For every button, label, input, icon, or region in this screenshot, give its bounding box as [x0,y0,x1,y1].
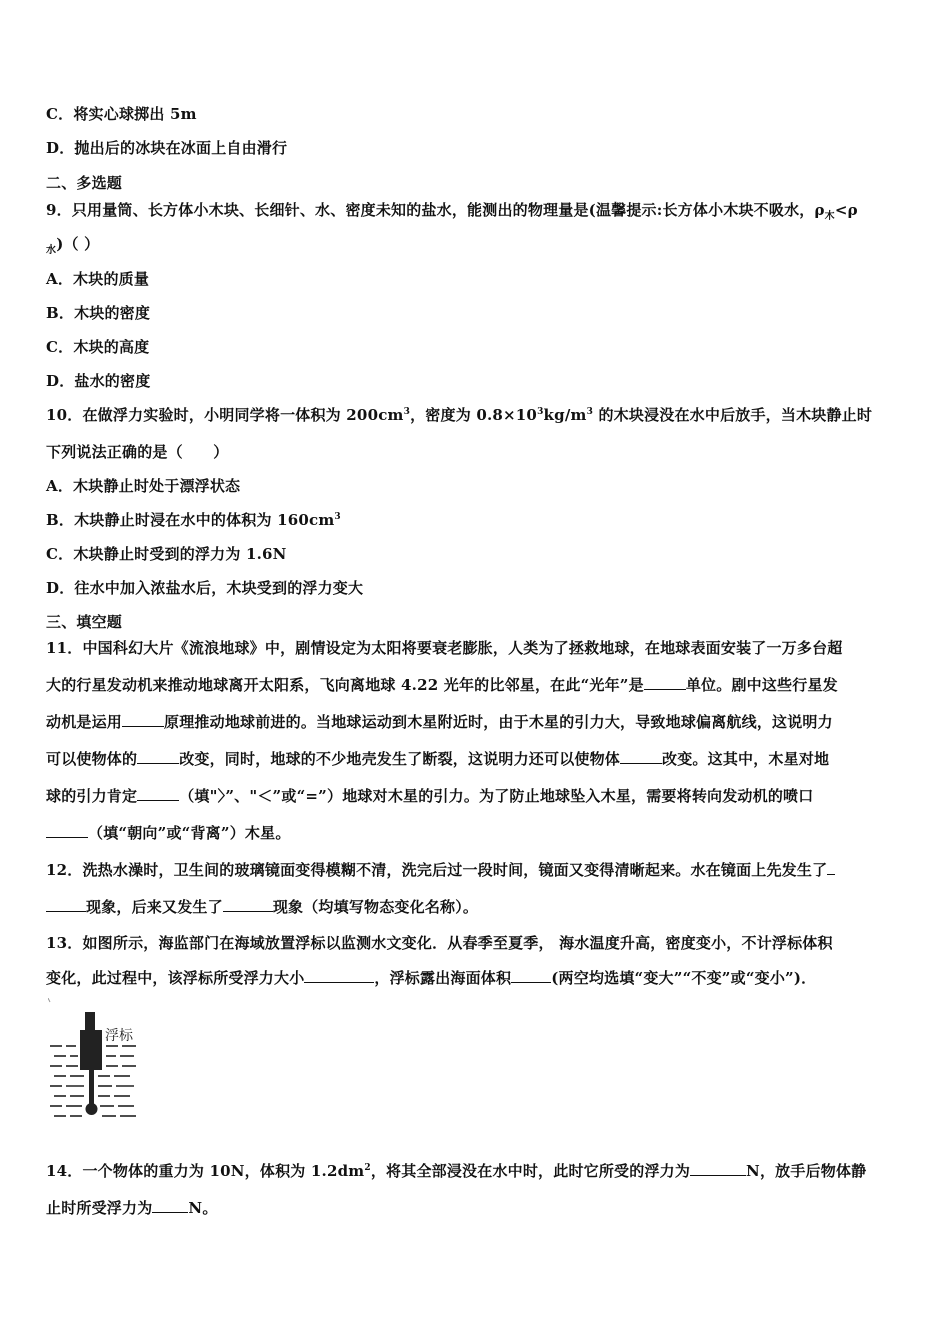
section-fill-blank-title: 三、填空题 [46,613,123,631]
q11-l2a: 大的行星发动机来推动地球离开太阳系，飞向离地球 4.22 光年的比邻星，在此“光年”是 [46,676,644,694]
answer-blank[interactable] [827,860,835,875]
q14-sup: 2 [364,1163,371,1173]
buoy-label: 浮标 [105,1028,133,1044]
answer-blank[interactable] [644,675,686,690]
q10-option-b-text: B．木块静止时浸在水中的体积为 160cm [46,511,335,529]
q12-line2 [46,896,478,917]
q9-stem [46,199,858,222]
q11-line6 [46,822,291,843]
q9-stem-text: 9．只用量筒、长方体小木块、长细针、水、密度未知的盐水，能测出的物理量是(温馨提示:长方体小木块不吸水，ρ [46,201,825,219]
buoy-figure [48,998,148,1128]
q13-line2 [46,967,816,988]
q11-line3 [46,711,833,732]
q9-lt: <ρ [834,201,858,219]
q11-l5a: 球的引力肯定 [46,787,138,805]
q13-l2a: 变化，此过程中，该浮标所受浮力大小 [46,969,305,987]
answer-blank[interactable] [137,786,179,801]
answer-blank[interactable] [137,749,179,764]
q10-stem [46,404,872,425]
buoy-top [85,1012,95,1030]
q14-l1b: ，将其全部浸没在水中时，此时它所受的浮力为 [370,1162,691,1180]
q11-l5b: （填"〉”、"＜”或“=”）地球对木星的引力。为了防止地球坠入木星，需要将转向发动机的喷口 [179,787,814,805]
q11-l4a: 可以使物体的 [46,750,138,768]
answer-blank[interactable] [620,749,662,764]
q9-paren: )（ ） [56,235,100,253]
q11-line2 [46,674,838,695]
q12-l2b: 现象（均填写物态变化名称）。 [272,898,479,916]
q10-p2: ，密度为 0.8×10 [410,406,538,424]
q10-option-d: D．往水中加入浓盐水后，木块受到的浮力变大 [46,579,364,597]
answer-blank[interactable] [46,823,88,838]
q9-option-d: D．盐水的密度 [46,372,151,390]
q13-l2c: (两空均选填“变大”“不变”或“变小”)． [551,969,817,987]
q10-p1: 10．在做浮力实验时，小明同学将一体积为 200cm [46,406,404,424]
q14-l1c: N，放手后物体静 [746,1162,867,1180]
q11-line5 [46,785,813,806]
buoy-weight [86,1103,98,1115]
q9-sub-water: 水 [46,245,57,256]
answer-blank[interactable] [511,968,551,983]
q9-stem-cont [46,233,99,256]
q10-p4: 的木块浸没在水中后放手，当木块静止时 [593,406,873,424]
answer-blank[interactable] [223,897,273,912]
q14-l2b: N。 [188,1199,218,1217]
q8-option-c: C．将实心球掷出 5m [46,105,197,123]
section-multi-choice-title: 二、多选题 [46,174,123,192]
q10-p3: kg/m [543,406,587,424]
answer-blank[interactable] [690,1161,746,1176]
q9-sub-wood: 木 [824,211,835,222]
q13-line1: 13．如图所示，海监部门在海域放置浮标以监测水文变化．从春季至夏季， 海水温度升高，密度变小，不计浮标体积 [46,934,833,952]
q9-option-b: B．木块的密度 [46,304,151,322]
q11-l6: （填“朝向”或“背离”）木星。 [88,824,291,842]
q11-l3b: 原理推动地球前进的。当地球运动到木星附近时，由于木星的引力大，导致地球偏离航线，这说明力 [164,713,833,731]
q8-option-d: D．抛出后的冰块在冰面上自由滑行 [46,139,288,157]
q11-l2b: 单位。剧中这些行星发 [685,676,838,694]
q11-l3a: 动机是运用 [46,713,123,731]
buoy-body [80,1030,102,1070]
answer-blank[interactable] [46,897,86,912]
buoy-diagram [48,998,148,1128]
answer-blank[interactable] [122,712,164,727]
q10-sup-a: 3 [403,407,411,417]
q10-stem-line2: 下列说法正确的是（ ） [46,443,229,461]
q12-line1 [46,859,835,880]
q14-l2a: 止时所受浮力为 [46,1199,153,1217]
q9-option-c: C．木块的高度 [46,338,150,356]
q12-l1: 12．洗热水澡时，卫生间的玻璃镜面变得模糊不清，洗完后过一段时间，镜面又变得清晰起来。水在镜面上先发生了 [46,861,828,879]
q10-option-c: C．木块静止时受到的浮力为 1.6N [46,545,287,563]
q11-line1: 11．中国科幻大片《流浪地球》中，剧情设定为太阳将要衰老膨胀，人类为了拯救地球，在地球表面安装了一万多台超 [46,639,843,657]
q14-line1 [46,1160,866,1181]
answer-blank[interactable] [304,968,374,983]
q9-option-a: A．木块的质量 [46,270,150,288]
q10-sup-b: 3 [537,407,544,417]
q10-option-b [46,509,341,530]
q10-sup-c: 3 [586,407,594,417]
q12-l2a: 现象，后来又发生了 [86,898,223,916]
q10-option-b-sup: 3 [334,512,341,522]
q11-line4 [46,748,829,769]
buoy-rod [89,1070,94,1106]
q10-option-a: A．木块静止时处于漂浮状态 [46,477,241,495]
q13-l2b: ，浮标露出海面体积 [374,969,512,987]
q14-line2 [46,1197,218,1218]
q11-l4c: 改变。这其中，木星对地 [662,750,830,768]
q11-l4b: 改变，同时，地球的不少地壳发生了断裂，这说明力还可以使物体 [179,750,621,768]
answer-blank[interactable] [152,1198,188,1213]
q14-l1a: 14．一个物体的重力为 10N，体积为 1.2dm [46,1162,365,1180]
